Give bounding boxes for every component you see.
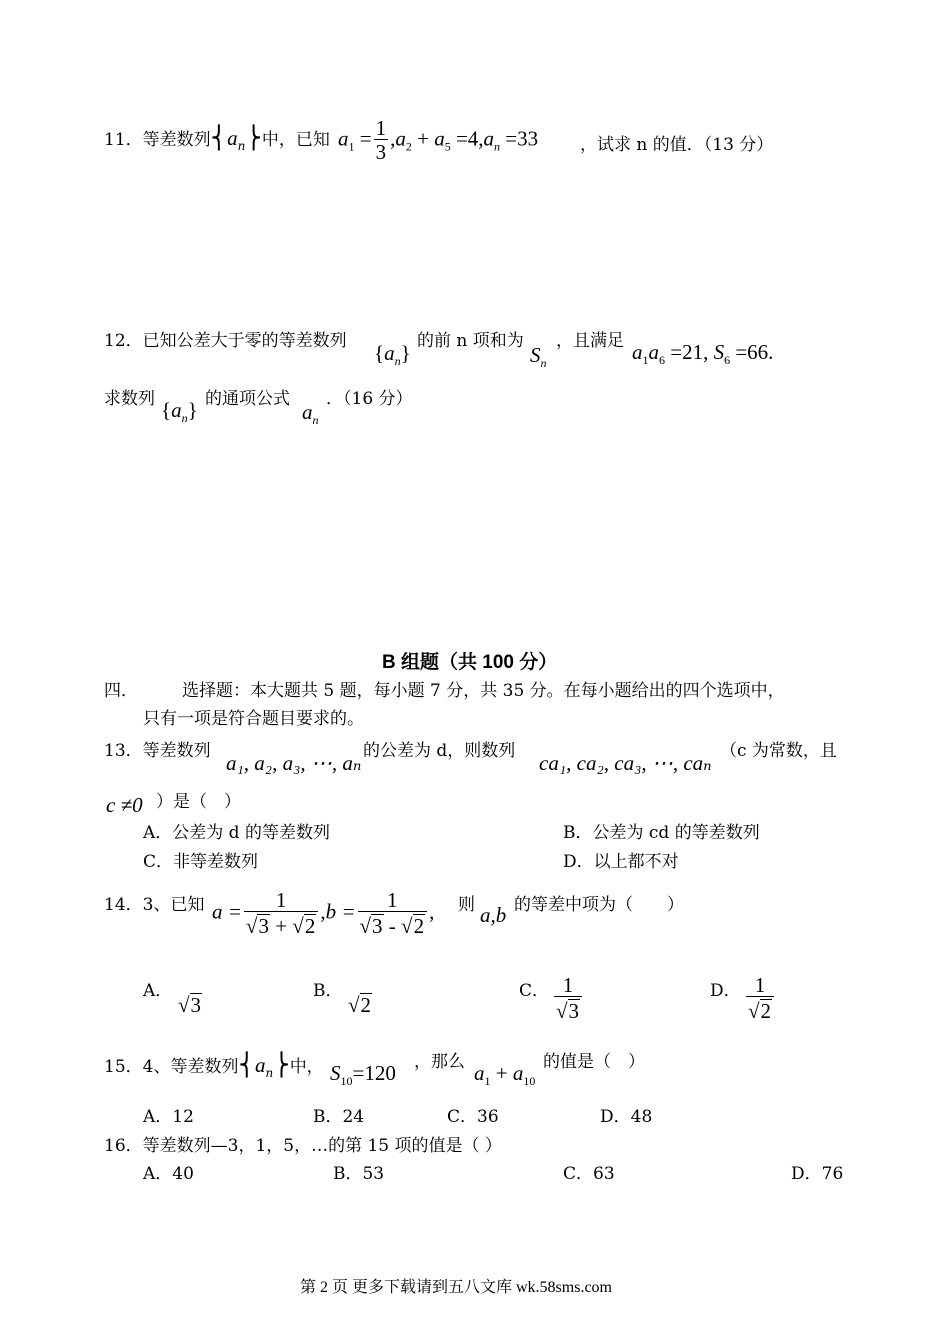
- q12-line2: 求数列: [104, 389, 155, 409]
- q14-option-b-value: √2: [348, 993, 372, 1017]
- q12-number: 12．: [104, 331, 143, 351]
- section-b-label: 四．: [104, 681, 138, 701]
- q13-option-d: D．以上都不对: [563, 852, 679, 872]
- q14-fraction-b: $\frac{1}{√3 - √2}$: [358, 890, 428, 937]
- q14-option-c: C．: [519, 981, 550, 1001]
- q16-option-c: C．63: [563, 1164, 615, 1184]
- q15-sum: $a_1 + a_{10}$: [474, 1061, 536, 1088]
- q13-number: 13．: [104, 741, 143, 761]
- q11-text-3: ，试求 n 的值．（13 分）: [580, 135, 774, 155]
- q12-text-2: 的前 n 项和为: [417, 331, 524, 351]
- q15-option-d: D．48: [600, 1107, 653, 1127]
- q11-formula: $a_1$ = $\frac{1}{3}$ $,a_2 + a_5 =4,a_n =33$: [338, 116, 539, 164]
- q16-option-d: D．76: [791, 1164, 844, 1184]
- q14-option-b: B．: [313, 981, 343, 1001]
- q14-option-d: D．: [710, 981, 741, 1001]
- q15-number: 15．4、等差数列: [104, 1057, 239, 1077]
- q13-option-c: C．非等差数列: [143, 852, 259, 872]
- q12-line1: 12．已知公差大于零的等差数列: [104, 331, 347, 351]
- q14-prefix: 14．3、已知: [104, 895, 205, 915]
- q14-ab: a,b: [480, 903, 507, 927]
- q14-option-a-value: √3: [178, 993, 202, 1017]
- q12-text-3: ，且满足: [556, 331, 624, 351]
- q15-option-a: A．12: [143, 1107, 194, 1127]
- q14-option-a: A．: [143, 981, 173, 1001]
- q11-seq: a: [227, 126, 238, 150]
- q15-text-3: ，那么: [414, 1052, 465, 1072]
- q13-line1: 13．等差数列: [104, 741, 211, 761]
- q16-option-a: A．40: [143, 1164, 194, 1184]
- q16-text: 16．等差数列—3，1，5，…的第 15 项的值是（ ）: [104, 1136, 502, 1156]
- q13-option-b: B．公差为 cd 的等差数列: [563, 823, 760, 843]
- q12-condition: $a_1a_6 =21$, $S_6 =66$.: [632, 340, 774, 367]
- q12-seq: $\{a_n\}$: [374, 341, 411, 368]
- q13-text-3: （c 为常数，且: [720, 741, 837, 761]
- q14-formula: a = $\frac{1}{√3 + √2}$ ,b = $\frac{1}{√3 - √2}$ ,: [212, 888, 435, 938]
- q13-seq-2: ca₁, ca₂, ca₃, ⋯, caₙ: [539, 751, 712, 775]
- q15-line: 15．4、等差数列$⎨a_n⎬$中，: [104, 1052, 324, 1080]
- q12-Sn: $S_n$: [530, 343, 547, 370]
- page-footer: 第 2 页 更多下载请到五八文库 wk.58sms.com: [300, 1279, 613, 1296]
- q13-option-a: A．公差为 d 的等差数列: [143, 823, 330, 843]
- q11-line: 11．等差数列$⎨a_n⎬$中，已知: [104, 125, 330, 153]
- q11-text-2: 中，已知: [261, 130, 330, 150]
- section-b-intro-1: 选择题：本大题共 5 题，每小题 7 分，共 35 分。在每小题给出的四个选项中，: [182, 681, 785, 701]
- q11-text-1: 等差数列: [142, 130, 211, 150]
- q14-fraction-a: $\frac{1}{√3 + √2}$: [244, 890, 318, 937]
- q12-text-6: ．（16 分）: [326, 389, 413, 409]
- q15-text-4: 的值是（ ）: [543, 1052, 645, 1072]
- q12-an: $a_n$: [302, 400, 319, 427]
- q14-text-3: 的等差中项为（ ）: [514, 895, 684, 915]
- q12-text-5: 的通项公式: [205, 389, 290, 409]
- q13-text-2: 的公差为 d，则数列: [363, 741, 516, 761]
- q11-number: 11．: [104, 130, 143, 150]
- q15-S10: $S_{10}=120$: [330, 1061, 396, 1088]
- q16-option-b: B．53: [333, 1164, 385, 1184]
- q11-fraction: $\frac{1}{3}$: [375, 116, 387, 164]
- section-b-title: B 组题（共 100 分）: [382, 652, 558, 673]
- q15-option-b: B．24: [313, 1107, 365, 1127]
- q14-option-d-value: $\frac{1}{√2}$: [744, 975, 776, 1022]
- q13-seq-1: a₁, a₂, a₃, ⋯, aₙ: [226, 751, 362, 775]
- q14-option-c-value: $\frac{1}{√3}$: [552, 975, 584, 1022]
- q13-text-4: ）是（ ）: [156, 792, 241, 812]
- q13-condition: c ≠0: [106, 793, 143, 817]
- q15-option-c: C．36: [447, 1107, 499, 1127]
- q12-seq-2: $\{a_n\}$: [161, 398, 198, 425]
- q14-text-2: 则: [458, 895, 475, 915]
- section-b-intro-2: 只有一项是符合题目要求的。: [143, 709, 364, 729]
